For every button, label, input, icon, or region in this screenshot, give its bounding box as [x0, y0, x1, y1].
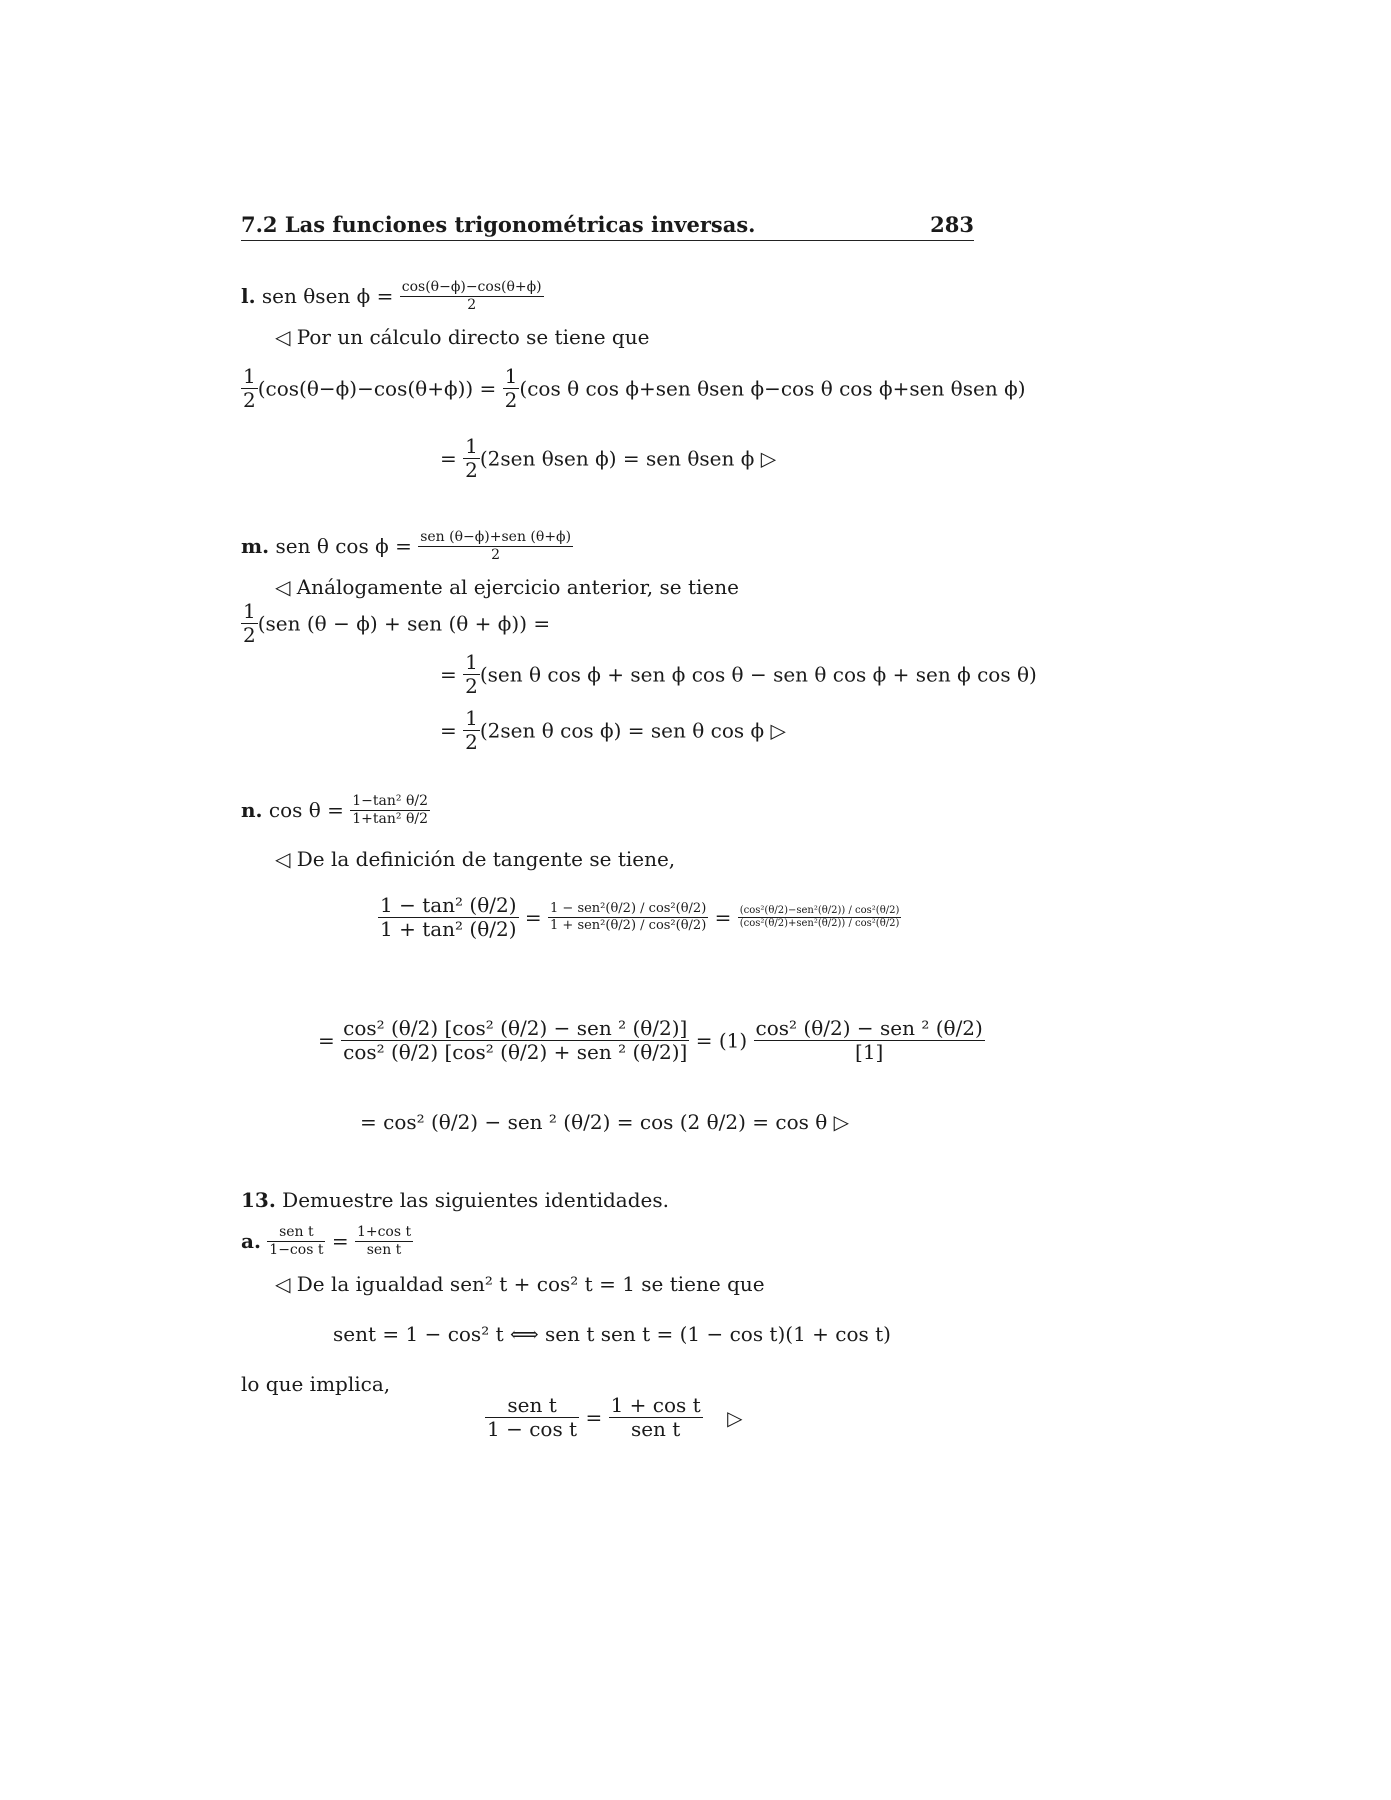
- item-m-fraction: [418, 530, 573, 562]
- exercise-13: [241, 1188, 669, 1212]
- item-m-lhs: sen θ cos ϕ =: [275, 534, 412, 559]
- half-fraction: $\frac{1}{2}$: [504, 364, 518, 412]
- item-n-eq1: $\frac{\text{1 − tan² (θ/2)}}{\text{1 + tan² (θ/2)}}$ = $\frac{\text{1 − sen²(θ/2) / cos²(θ/2)}}{\text{1 + sen²(θ/2) / cos²(θ/2)}}$ = $\frac{\text{(cos²(θ/2)−sen²(θ/2)) / cos²(θ/2)}}{\text{(cos²(θ/2)+sen²(θ/2)) / cos²(θ/2)}}$: [380, 893, 900, 941]
- item-l-intro: ◁ Por un cálculo directo se tiene que: [275, 325, 650, 349]
- page-number: 283: [930, 212, 974, 237]
- item-a-intro: ◁ De la igualdad sen² t + cos² t = 1 se tiene que: [275, 1272, 765, 1296]
- item-m-intro: ◁ Análogamente al ejercicio anterior, se tiene: [275, 575, 739, 599]
- item-l-fraction: [400, 280, 544, 312]
- item-m-label: m.: [241, 534, 270, 559]
- exercise-13-title: Demuestre las siguientes identidades.: [282, 1188, 669, 1212]
- item-l-eq2: = $\frac{1}{2}$ (2sen θsen ϕ) = sen θsen ϕ ▷: [440, 434, 777, 482]
- compound-fraction-2: $\frac{\text{(cos²(θ/2)−sen²(θ/2)) / cos²(θ/2)}}{\text{(cos²(θ/2)+sen²(θ/2)) / cos²(θ/2)}}$: [739, 904, 900, 929]
- item-l-eq1: [241, 366, 1026, 411]
- item-n-fraction: [350, 794, 430, 826]
- tan-fraction: $\frac{\text{1 − tan² (θ/2)}}{\text{1 + tan² (θ/2)}}$: [380, 893, 517, 941]
- item-a-eq1: sent = 1 − cos² t ⟺ sen t sen t = (1 − cos t)(1 + cos t): [333, 1322, 891, 1346]
- running-header: [241, 210, 974, 241]
- item-a-label: a.: [241, 1229, 261, 1254]
- section-title: 7.2 Las funciones trigonométricas inversas.: [241, 212, 756, 237]
- item-a-implica: lo que implica,: [241, 1372, 391, 1396]
- item-n-eq3: = cos² (θ/2) − sen ² (θ/2) = cos (2 θ/2) = cos θ ▷: [360, 1110, 850, 1134]
- item-n-den: 1+tan² θ/2: [352, 810, 429, 827]
- half-fraction: $\frac{1}{2}$: [243, 599, 256, 647]
- item-l-statement: [241, 280, 544, 312]
- item-l-num: cos(θ−ϕ)−cos(θ+ϕ): [401, 279, 542, 295]
- half-fraction: $\frac{1}{2}$: [465, 706, 478, 754]
- item-n-label: n.: [241, 798, 263, 823]
- end-marker: ▷: [727, 1405, 743, 1430]
- item-l-label: l.: [241, 284, 256, 309]
- item-a-statement: a. $\frac{\text{sen t}}{\text{1−cos t}}$ = $\frac{\text{1+cos t}}{\text{sen t}}$: [241, 1224, 412, 1258]
- item-l-eq2-text: (2sen θsen ϕ) = sen θsen ϕ ▷: [479, 446, 777, 471]
- final-rhs-fraction: $\frac{\text{1 + cos t}}{\text{sen t}}$: [610, 1393, 701, 1441]
- item-l-eq1-lhs: (cos(θ−ϕ)−cos(θ+ϕ)) =: [257, 376, 497, 401]
- final-lhs-fraction: $\frac{\text{sen t}}{\text{1 − cos t}}$: [487, 1393, 578, 1441]
- item-n-lhs: cos θ =: [268, 798, 344, 823]
- bracket-fraction: $\frac{\text{cos² (θ/2) [cos² (θ/2) − sen ² (θ/2)]}}{\text{cos² (θ/2) [cos² (θ/2) + sen ² (θ/2)]}}$: [343, 1016, 688, 1064]
- item-m-eq3: = $\frac{1}{2}$ (2sen θ cos ϕ) = sen θ cos ϕ ▷: [440, 706, 786, 754]
- item-m-statement: [241, 530, 573, 562]
- item-m-eq3-text: (2sen θ cos ϕ) = sen θ cos ϕ ▷: [479, 718, 786, 743]
- item-n-eq2: = $\frac{\text{cos² (θ/2) [cos² (θ/2) − sen ² (θ/2)]}}{\text{cos² (θ/2) [cos² (θ/2) + sen ² (θ/2)]}}$ = (1) $\frac{\text{cos² (θ/2) − sen ² (θ/2)}}{[1]}$: [318, 1016, 983, 1064]
- item-m-den: 2: [418, 546, 573, 563]
- item-m-eq2: = $\frac{1}{2}$ (sen θ cos ϕ + sen ϕ cos θ − sen θ cos ϕ + sen ϕ cos θ): [440, 650, 1037, 698]
- item-a-rhs-fraction: $\frac{\text{1+cos t}}{\text{sen t}}$: [356, 1224, 412, 1258]
- item-l-eq1-rhs: (cos θ cos ϕ+sen θsen ϕ−cos θ cos ϕ+sen θsen ϕ): [519, 376, 1026, 401]
- reduced-fraction: $\frac{\text{cos² (θ/2) − sen ² (θ/2)}}{[1]}$: [755, 1016, 983, 1064]
- item-m-eq1-text: (sen (θ − ϕ) + sen (θ + ϕ)) =: [257, 611, 551, 636]
- item-m-num: sen (θ−ϕ)+sen (θ+ϕ): [420, 529, 572, 545]
- item-l-lhs: sen θsen ϕ =: [261, 284, 394, 309]
- half-fraction: $\frac{1}{2}$: [465, 434, 478, 482]
- item-a-lhs-fraction: $\frac{\text{sen t}}{\text{1−cos t}}$: [269, 1224, 324, 1258]
- item-l-den: 2: [400, 296, 544, 313]
- half-fraction: $\frac{1}{2}$: [243, 364, 256, 412]
- half-fraction: $\frac{1}{2}$: [465, 650, 478, 698]
- compound-fraction-1: $\frac{\text{1 − sen²(θ/2) / cos²(θ/2)}}{\text{1 + sen²(θ/2) / cos²(θ/2)}}$: [550, 901, 707, 933]
- item-n-intro: ◁ De la definición de tangente se tiene,: [275, 847, 676, 871]
- item-a-final: $\frac{\text{sen t}}{\text{1 − cos t}}$ = $\frac{\text{1 + cos t}}{\text{sen t}}$ ▷: [487, 1393, 743, 1441]
- item-n-num: 1−tan² θ/2: [352, 793, 429, 809]
- item-m-eq2-text: (sen θ cos ϕ + sen ϕ cos θ − sen θ cos ϕ + sen ϕ cos θ): [479, 662, 1037, 687]
- exercise-13-label: 13.: [241, 1188, 276, 1212]
- item-m-eq1: [241, 601, 550, 646]
- item-n-statement: [241, 794, 430, 826]
